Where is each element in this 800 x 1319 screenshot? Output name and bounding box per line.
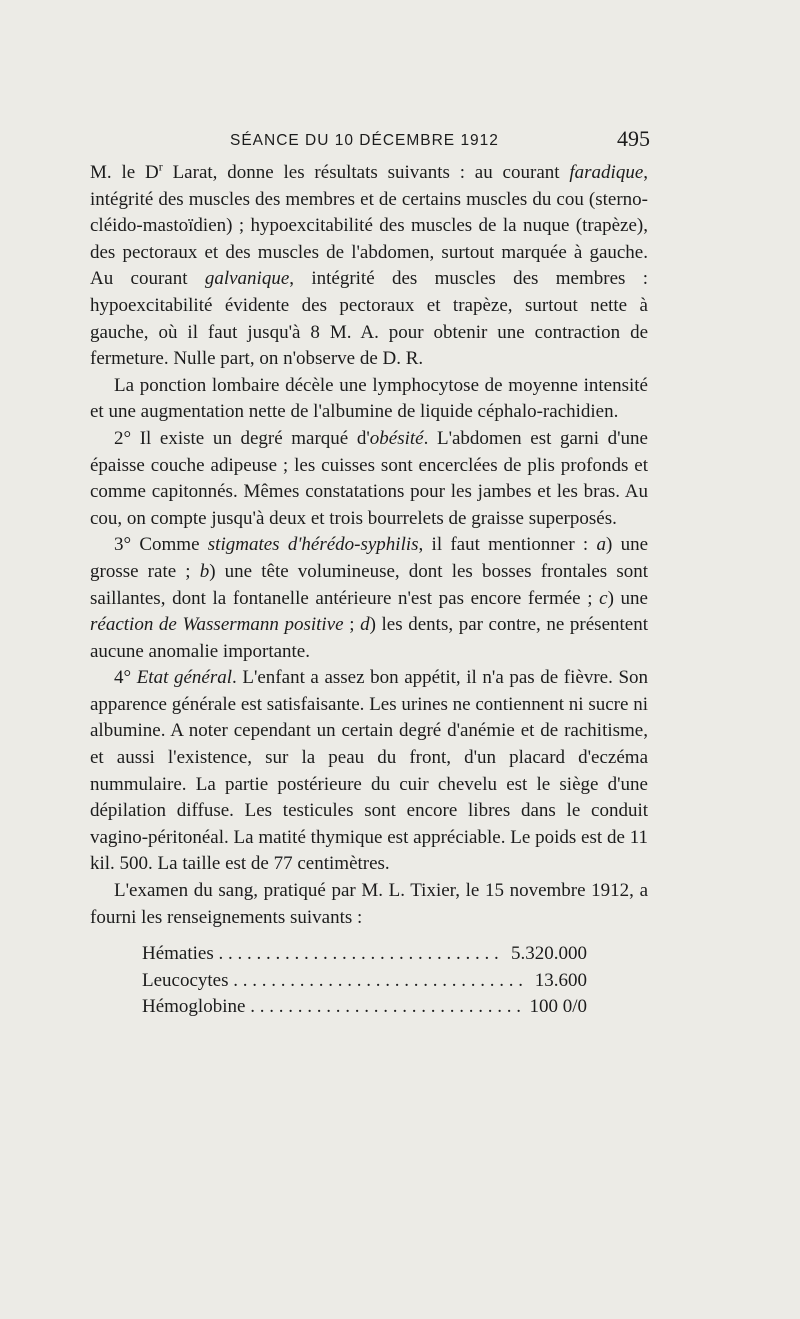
paragraph-general-state: 4° Etat général. L'enfant a assez bon appétit, il n'a pas de fièvre. Son apparence générale est satisfaisante. Les urines ne contiennent ni sucre ni albumine. A noter cependant un certain degré d'anémie et de rachitisme, et aussi l'existence, sur la peau du front, d'un placard d'eczéma nummulaire. La partie postérieure du cuir chevelu est le siège d'une dépilation diffuse. Les testicules sont encore libres dans le conduit vagino-péritonéal. La matité thymique est appréciable. Le poids est de 11 kil. 500. La taille est de 77 centimètres. — [90, 667, 649, 875]
row-label: Hématies . . . — [142, 941, 503, 968]
paragraph-electrical-exam: M. le $D^r$ Larat, donne les résultats suivants : au courant faradique, intégrité des muscles des membres et de certains muscles du cou (sterno-cléido-mastoïdien) ; hypoexcitabilité des muscles de la nuque (trapèze), des pectoraux et des muscles de l'abdomen, surtout marquée à gauche. Au courant galvanique, intégrité des muscles des membres : hypoexcitabilité évidente des pectoraux et trapèze, surtout nette à gauche, où il faut jusqu'à 8 M. A. pour obtenir une contraction de fermeture. Nulle part, on n'observe de D. R. — [90, 159, 649, 370]
body-text — [90, 160, 648, 1021]
page-header — [90, 126, 650, 160]
paragraph-stigmata: 3° Comme stigmates d'hérédo-syphilis, il faut mentionner : a) une grosse rate ; b) une tête volumineuse, dont les bosses frontales sont saillantes, dont la fontanelle antérieure n'est pas encore fermée ; c) une réaction de Wassermann positive ; d) les dents, par contre, ne présentent aucune anomalie importante. — [90, 534, 649, 662]
table-row — [142, 968, 587, 995]
row-value: 100 0/0 — [529, 996, 587, 1018]
row-value: 5.320.000 — [511, 943, 587, 965]
running-title: SÉANCE DU 10 DÉCEMBRE 1912 — [230, 132, 499, 149]
row-label: Hémoglobine . . . — [142, 994, 521, 1021]
blood-results-table — [142, 941, 587, 1021]
paragraph-obesity: 2° Il existe un degré marqué d'obésité. L'abdomen est garni d'une épaisse couche adipeuse ; les cuisses sont encerclées de plis profonds et comme capitonnés. Mêmes constatations pour les jambes et les bras. Au cou, on compte jusqu'à deux et trois bourrelets de graisse superposés. — [90, 427, 648, 529]
row-value: 13.600 — [534, 969, 587, 991]
paragraph-blood-exam: L'examen du sang, pratiqué par M. L. Tixier, le 15 novembre 1912, a fourni les renseignements suivants : — [90, 880, 648, 928]
paragraph-lumbar-puncture: La ponction lombaire décèle une lymphocytose de moyenne intensité et une augmentation nette de l'albumine de liquide céphalo-rachidien. — [90, 374, 648, 423]
row-label: Leucocytes . . . — [142, 968, 527, 995]
table-row — [142, 994, 587, 1021]
page-number: 495 — [617, 126, 650, 151]
table-row — [142, 941, 587, 968]
